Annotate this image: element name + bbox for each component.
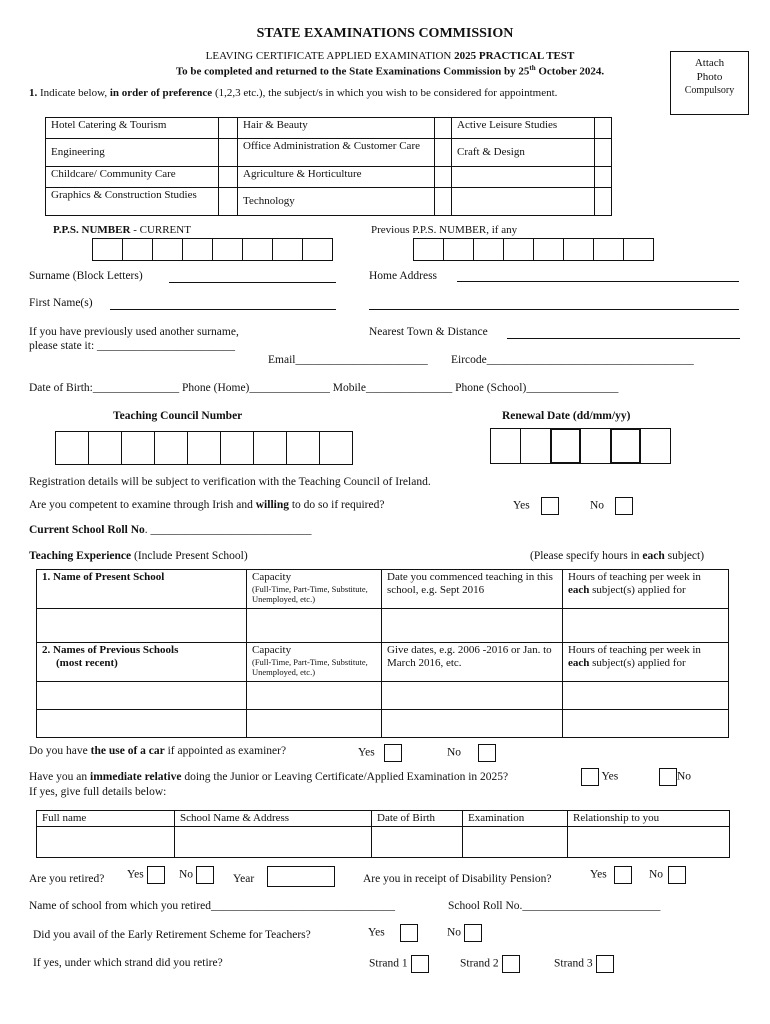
experience-title: [29, 550, 248, 562]
disability-no-checkbox[interactable]: [668, 866, 686, 884]
car-bold: the use of a car: [90, 745, 165, 757]
school-roll-label: Current School Roll No: [29, 524, 145, 536]
relative-no-option: [659, 768, 691, 786]
pps-digit[interactable]: [212, 238, 243, 261]
car-no-checkbox[interactable]: [478, 744, 496, 762]
subject-label: [452, 167, 595, 188]
hours-cell[interactable]: [563, 609, 729, 643]
note-post: subject): [664, 550, 705, 562]
retired-yes-label: Yes: [127, 868, 144, 881]
irish-no-option: [590, 497, 633, 515]
irish-post: to do so if required?: [288, 499, 385, 511]
deadline-pre: To be completed and returned to the State Examinations Commission by 25: [175, 65, 530, 78]
photo-label-photo: Photo: [696, 71, 723, 83]
pps-prev-digit[interactable]: [533, 238, 564, 261]
disability-yes-checkbox[interactable]: [614, 866, 632, 884]
hours-bold: each: [568, 657, 590, 669]
strand-question: If yes, under which strand did you retire?: [33, 957, 223, 969]
strand2-checkbox[interactable]: [502, 955, 520, 973]
date-cell[interactable]: [382, 609, 563, 643]
date-cell[interactable]: [382, 682, 563, 710]
capacity-cell[interactable]: [247, 682, 382, 710]
preference-cell[interactable]: [219, 118, 238, 139]
pps-previous-boxes: [413, 238, 654, 261]
subject-label: Active Leisure Studies: [452, 118, 595, 139]
relative-relationship-cell[interactable]: [568, 827, 730, 858]
capacity-label: Capacity: [252, 571, 292, 583]
car-yes-label: Yes: [358, 746, 375, 759]
disability-yes-label: Yes: [590, 868, 607, 881]
retired-no-label: No: [179, 868, 194, 881]
tc-digit[interactable]: [88, 431, 122, 465]
hours-pre: Hours of teaching per week in: [568, 571, 701, 583]
relative-exam-cell[interactable]: [463, 827, 568, 858]
hours-post: subject(s) applied for: [589, 584, 686, 596]
note-bold: each: [642, 550, 665, 562]
relative-question: [29, 771, 508, 783]
er-no-checkbox[interactable]: [464, 924, 482, 942]
strand1-label: Strand 1: [369, 957, 408, 970]
tc-digit[interactable]: [154, 431, 188, 465]
subject-label: Graphics & Construction Studies: [46, 188, 219, 216]
relative-no-checkbox[interactable]: [659, 768, 677, 786]
subject-label: Office Administration & Customer Care: [238, 139, 435, 167]
tc-digit[interactable]: [220, 431, 254, 465]
q1-number: 1.: [29, 87, 38, 99]
disability-yes-option: [590, 866, 632, 884]
renewal-digit[interactable]: [580, 428, 611, 464]
irish-yes-checkbox[interactable]: [541, 497, 559, 515]
strand3-option: [554, 955, 614, 973]
preference-cell[interactable]: [219, 167, 238, 188]
pps-digit[interactable]: [242, 238, 273, 261]
relative-details-label: If yes, give full details below:: [29, 786, 167, 798]
disability-no-label: No: [649, 868, 664, 881]
hours-cell[interactable]: [563, 710, 729, 738]
disability-no-option: [649, 866, 686, 884]
retired-yes-option: [127, 866, 165, 884]
pps-previous-label: Previous P.P.S. NUMBER, if any: [371, 224, 518, 236]
relative-pre: Have you an: [29, 771, 90, 783]
strand2-option: [460, 955, 520, 973]
renewal-digit[interactable]: [520, 428, 551, 464]
strand1-option: [369, 955, 429, 973]
q1-bold: in order of preference: [109, 87, 213, 99]
relative-table: [36, 810, 730, 858]
pps-prev-digit[interactable]: [623, 238, 654, 261]
teaching-council-boxes: [55, 431, 353, 465]
subject-label: Childcare/ Community Care: [46, 167, 219, 188]
renewal-date-label: Renewal Date (dd/mm/yy): [502, 410, 631, 422]
strand3-label: Strand 3: [554, 957, 593, 970]
hours-cell[interactable]: [563, 682, 729, 710]
early-retirement-question: Did you avail of the Early Retirement Scheme for Teachers?: [33, 929, 311, 941]
tc-digit[interactable]: [121, 431, 155, 465]
capacity-cell[interactable]: [247, 609, 382, 643]
home-address-line-2[interactable]: [369, 309, 739, 310]
strand1-checkbox[interactable]: [411, 955, 429, 973]
school-roll-field[interactable]: . ____________________________: [144, 524, 312, 536]
pps-prev-digit[interactable]: [413, 238, 444, 261]
hours-bold: each: [568, 584, 590, 596]
email-field[interactable]: Email_______________________: [268, 354, 428, 366]
pps-digit[interactable]: [182, 238, 213, 261]
preference-cell[interactable]: [435, 118, 452, 139]
car-post: if appointed as examiner?: [164, 745, 287, 757]
retired-no-checkbox[interactable]: [196, 866, 214, 884]
experience-note: [530, 550, 704, 562]
nearest-town-field[interactable]: [507, 338, 740, 339]
previous-header-1: 2. Names of Previous Schools: [42, 644, 179, 656]
first-name-field[interactable]: [110, 309, 336, 310]
irish-no-label: No: [590, 499, 605, 512]
retired-yes-checkbox[interactable]: [147, 866, 165, 884]
hours-pre: Hours of teaching per week in: [568, 644, 701, 656]
q1-instruction: [29, 87, 557, 99]
eircode-field[interactable]: Eircode____________________________________: [451, 354, 694, 366]
capacity-label: Capacity: [252, 644, 292, 656]
preference-cell[interactable]: [595, 167, 612, 188]
tc-digit[interactable]: [253, 431, 287, 465]
exam-line: [0, 50, 770, 62]
relative-school-cell[interactable]: [175, 827, 372, 858]
teaching-council-label: Teaching Council Number: [113, 410, 243, 422]
preference-cell[interactable]: [219, 139, 238, 167]
tc-digit[interactable]: [187, 431, 221, 465]
subject-label: [452, 188, 595, 216]
renewal-digit[interactable]: [490, 428, 521, 464]
relative-header-dob: Date of Birth: [372, 811, 463, 827]
photo-box[interactable]: [670, 51, 749, 115]
preference-cell[interactable]: [435, 139, 452, 167]
previous-header-2: (most recent): [56, 657, 118, 669]
renewal-digit[interactable]: [610, 428, 641, 464]
retired-question: Are you retired?: [29, 873, 105, 885]
retired-year-field[interactable]: [267, 866, 335, 887]
date-commenced-header: Date you commenced teaching in this school, e.g. Sept 2016: [382, 570, 563, 609]
pps-current-label: [53, 224, 191, 236]
pps-prev-digit[interactable]: [593, 238, 624, 261]
irish-question: [29, 499, 384, 511]
subject-label: Hair & Beauty: [238, 118, 435, 139]
car-no-label: No: [447, 746, 462, 759]
tc-digit[interactable]: [319, 431, 353, 465]
strand3-checkbox[interactable]: [596, 955, 614, 973]
retired-year-label: Year: [233, 873, 255, 885]
subject-label: Technology: [238, 188, 435, 216]
capacity-header: [247, 570, 382, 609]
experience-title-plain: (Include Present School): [131, 550, 248, 562]
first-name-label: First Name(s): [29, 297, 93, 309]
q1-post: (1,2,3 etc.), the subject/s in which you wish to be considered for appointment.: [212, 87, 558, 99]
disability-question: Are you in receipt of Disability Pension?: [363, 873, 552, 885]
exam-line-bold: 2025 PRACTICAL TEST: [454, 50, 575, 62]
er-yes-option: [368, 924, 418, 942]
retired-school-name-field[interactable]: Name of school from which you retired________________________________: [29, 900, 396, 912]
irish-yes-label: Yes: [513, 499, 530, 512]
preference-cell[interactable]: [435, 167, 452, 188]
retired-school-roll-field[interactable]: School Roll No.________________________: [448, 900, 661, 912]
car-yes-option: [358, 744, 402, 762]
irish-bold: willing: [255, 499, 289, 511]
subject-label: Hotel Catering & Tourism: [46, 118, 219, 139]
relative-name-cell[interactable]: [37, 827, 175, 858]
q1-pre: Indicate below,: [37, 87, 110, 99]
form-title: STATE EXAMINATIONS COMMISSION: [256, 26, 514, 41]
subject-label: Agriculture & Horticulture: [238, 167, 435, 188]
relative-no-label: No: [677, 770, 692, 783]
nearest-town-label: Nearest Town & Distance: [369, 326, 488, 338]
strand2-label: Strand 2: [460, 957, 499, 970]
note-pre: (Please specify hours in: [530, 550, 643, 562]
relative-yes-label: Yes: [601, 770, 619, 783]
preference-cell[interactable]: [595, 118, 612, 139]
hours-header: [563, 643, 729, 682]
er-yes-checkbox[interactable]: [400, 924, 418, 942]
relative-yes-option: [581, 768, 618, 786]
relative-header-relationship: Relationship to you: [568, 811, 730, 827]
renewal-date-boxes: [490, 428, 671, 464]
pps-bold: P.P.S. NUMBER: [53, 224, 131, 236]
photo-label-attach: Attach: [694, 57, 725, 69]
renewal-digit[interactable]: [550, 428, 581, 464]
relative-header-exam: Examination: [463, 811, 568, 827]
prev-surname-label: If you have previously used another surname,: [29, 326, 239, 338]
relative-header-full-name: Full name: [37, 811, 175, 827]
preference-cell[interactable]: [595, 188, 612, 216]
car-no-option: [447, 744, 496, 762]
return-deadline: [0, 64, 770, 78]
prev-surname-field[interactable]: please state it: ________________________: [29, 340, 236, 352]
photo-label-compulsory: Compulsory: [684, 85, 735, 96]
capacity-cell[interactable]: [247, 710, 382, 738]
pps-digit[interactable]: [272, 238, 303, 261]
subjects-table: [45, 117, 612, 216]
exam-line-plain: LEAVING CERTIFICATE APPLIED EXAMINATION: [205, 50, 455, 62]
relative-header-school: School Name & Address: [175, 811, 372, 827]
registration-note: Registration details will be subject to verification with the Teaching Council of Ireland.: [29, 476, 431, 488]
relative-yes-checkbox[interactable]: [581, 768, 599, 786]
hours-header: [563, 570, 729, 609]
preference-cell[interactable]: [435, 188, 452, 216]
experience-table: [36, 569, 729, 738]
previous-school-cell[interactable]: [37, 710, 247, 738]
pps-digit[interactable]: [152, 238, 183, 261]
surname-label: Surname (Block Letters): [29, 270, 143, 282]
er-no-label: No: [447, 926, 462, 939]
present-school-cell[interactable]: [37, 609, 247, 643]
capacity-header: [247, 643, 382, 682]
home-address-label: Home Address: [369, 270, 438, 282]
pps-prev-digit[interactable]: [563, 238, 594, 261]
home-address-field[interactable]: [457, 281, 739, 282]
pps-plain: - CURRENT: [130, 224, 191, 236]
pps-digit[interactable]: [92, 238, 123, 261]
pps-prev-digit[interactable]: [473, 238, 504, 261]
relative-post: doing the Junior or Leaving Certificate/Applied Examination in 2025?: [181, 771, 509, 783]
subject-label: Craft & Design: [452, 139, 595, 167]
tc-digit[interactable]: [286, 431, 320, 465]
previous-schools-header: [37, 643, 247, 682]
pps-current-boxes: [92, 238, 333, 261]
capacity-note: (Full-Time, Part-Time, Substitute, Unemployed, etc.): [252, 657, 368, 677]
irish-pre: Are you competent to examine through Irish and: [29, 499, 256, 511]
er-yes-label: Yes: [368, 926, 385, 939]
present-school-header: 1. Name of Present School: [37, 570, 247, 609]
experience-title-bold: Teaching Experience: [29, 550, 132, 562]
car-pre: Do you have: [29, 745, 91, 757]
surname-field[interactable]: [169, 282, 336, 283]
deadline-post: October 2024.: [535, 65, 605, 78]
give-dates-header: Give dates, e.g. 2006 -2016 or Jan. to March 2016, etc.: [382, 643, 563, 682]
previous-school-cell[interactable]: [37, 682, 247, 710]
preference-cell[interactable]: [595, 139, 612, 167]
tc-digit[interactable]: [55, 431, 89, 465]
deadline-sup: th: [529, 64, 536, 72]
pps-digit[interactable]: [302, 238, 333, 261]
car-question: [29, 745, 286, 757]
dob-phone-row[interactable]: Date of Birth:_______________ Phone (Home)______________ Mobile_______________ Phone (School)________________: [29, 382, 619, 394]
subject-label: Engineering: [46, 139, 219, 167]
pps-prev-digit[interactable]: [503, 238, 534, 261]
relative-bold: immediate relative: [90, 771, 182, 783]
relative-dob-cell[interactable]: [372, 827, 463, 858]
capacity-note: (Full-Time, Part-Time, Substitute, Unemployed, etc.): [252, 584, 368, 604]
renewal-digit[interactable]: [640, 428, 671, 464]
retired-no-option: [179, 866, 214, 884]
date-cell[interactable]: [382, 710, 563, 738]
irish-no-checkbox[interactable]: [615, 497, 633, 515]
irish-yes-option: [513, 497, 559, 515]
pps-prev-digit[interactable]: [443, 238, 474, 261]
hours-post: subject(s) applied for: [589, 657, 686, 669]
preference-cell[interactable]: [219, 188, 238, 216]
er-no-option: [447, 924, 482, 942]
pps-digit[interactable]: [122, 238, 153, 261]
car-yes-checkbox[interactable]: [384, 744, 402, 762]
school-roll-row[interactable]: [29, 524, 312, 536]
